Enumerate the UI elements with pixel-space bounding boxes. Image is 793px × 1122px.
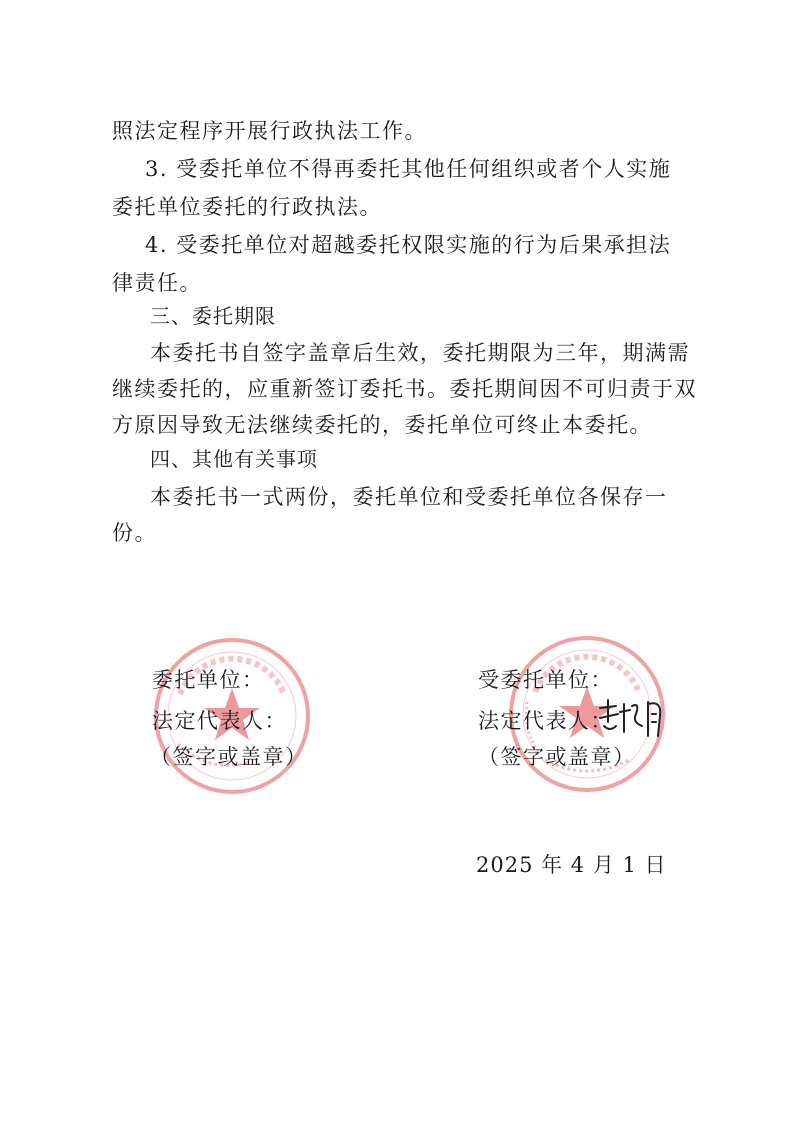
clause-4-line-2: 律责任。 <box>112 271 202 295</box>
right-representative-label: 法定代表人： <box>478 709 613 733</box>
section-heading-3: 三、委托期限 <box>150 304 276 328</box>
copies-line-1: 本委托书一式两份，委托单位和受委托单位各保存一 <box>150 485 668 509</box>
term-line-3: 方原因导致无法继续委托的，委托单位可终止本委托。 <box>112 413 652 437</box>
right-sign-note: （签字或盖章） <box>478 745 636 769</box>
clause-4-line-1: 4. 受委托单位对超越委托权限实施的行为后果承担法 <box>145 233 672 257</box>
handwritten-signature <box>596 696 670 742</box>
right-unit-label: 受委托单位： <box>478 668 613 692</box>
copies-line-2: 份。 <box>112 521 157 545</box>
term-line-2: 继续委托的，应重新签订委托书。委托期间因不可归责于双 <box>112 377 697 401</box>
clause-3-line-2: 委托单位委托的行政执法。 <box>112 195 382 219</box>
left-unit-label: 委托单位： <box>152 668 265 692</box>
body-line-1: 照法定程序开展行政执法工作。 <box>112 119 427 143</box>
left-representative-label: 法定代表人： <box>152 709 287 733</box>
term-line-1: 本委托书自签字盖章后生效，委托期限为三年，期满需 <box>150 341 690 365</box>
left-sign-note: （签字或盖章） <box>150 745 308 769</box>
document-date: 2025 年 4 月 1 日 <box>476 853 667 877</box>
section-heading-4: 四、其他有关事项 <box>150 447 318 471</box>
clause-3-line-1: 3. 受委托单位不得再委托其他任何组织或者个人实施 <box>145 157 672 181</box>
